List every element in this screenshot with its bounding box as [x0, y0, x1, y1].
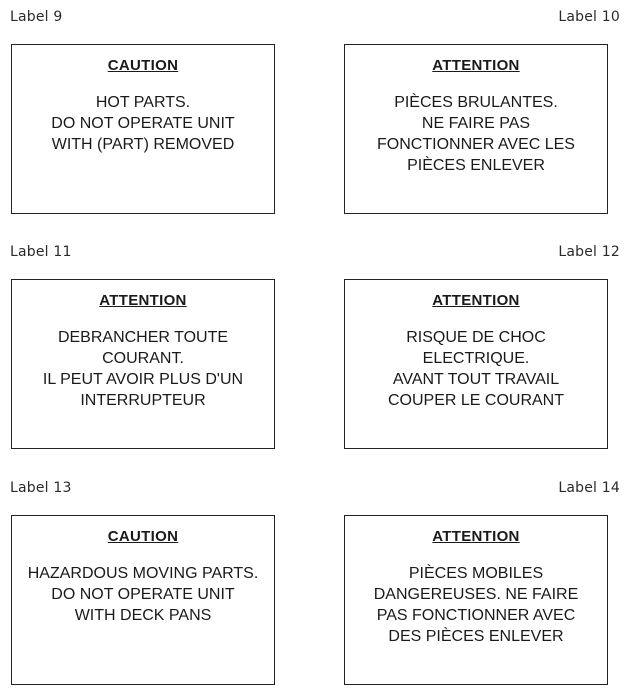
label-14-text: [345, 563, 607, 647]
label-13-heading: CAUTION: [107, 528, 179, 545]
label-10-line: FONCTIONNER AVEC LES: [377, 136, 575, 153]
label-12-line: ELECTRIQUE.: [422, 350, 530, 367]
label-10-panel: [344, 44, 608, 214]
label-11-text: [12, 327, 274, 411]
label-14-line: PAS FONCTIONNER AVEC: [376, 607, 576, 624]
label-13-line: WITH DECK PANS: [74, 607, 212, 624]
label-12-panel: [344, 279, 608, 449]
label-12-heading: ATTENTION: [432, 292, 520, 309]
label-11-line: COURANT.: [102, 350, 184, 367]
label-14-heading: ATTENTION: [432, 528, 520, 545]
label-13-panel: [11, 515, 275, 685]
label-11-panel: [11, 279, 275, 449]
label-9-text: [12, 92, 274, 155]
label-10-line: PIÈCES BRULANTES.: [394, 94, 558, 111]
label-14-panel: [344, 515, 608, 685]
label-14-line: DES PIÈCES ENLEVER: [388, 628, 564, 645]
label-9-heading: CAUTION: [107, 57, 179, 74]
label-14-line: PIÈCES MOBILES: [408, 565, 544, 582]
label-11-caption: Label 11: [10, 244, 72, 260]
label-11-heading: ATTENTION: [99, 292, 187, 309]
label-10-text: [345, 92, 607, 176]
label-9-line: WITH (PART) REMOVED: [51, 136, 235, 153]
label-13-caption: Label 13: [10, 480, 72, 496]
label-12-line: RISQUE DE CHOC: [406, 329, 546, 346]
label-11-line: IL PEUT AVOIR PLUS D'UN: [42, 371, 244, 388]
label-11-line: INTERRUPTEUR: [80, 392, 206, 409]
label-10-line: NE FAIRE PAS: [421, 115, 531, 132]
label-13-line: DO NOT OPERATE UNIT: [51, 586, 235, 603]
label-9-panel: [11, 44, 275, 214]
label-11-line: DEBRANCHER TOUTE: [57, 329, 229, 346]
label-12-line: AVANT TOUT TRAVAIL: [392, 371, 560, 388]
label-13-text: [12, 563, 274, 626]
label-9-line: HOT PARTS.: [95, 94, 191, 111]
label-10-caption: Label 10: [558, 9, 620, 25]
label-12-caption: Label 12: [558, 244, 620, 260]
label-14-caption: Label 14: [558, 480, 620, 496]
label-14-line: DANGEREUSES. NE FAIRE: [373, 586, 579, 603]
label-12-line: COUPER LE COURANT: [387, 392, 565, 409]
label-13-line: HAZARDOUS MOVING PARTS.: [27, 565, 259, 582]
label-10-heading: ATTENTION: [432, 57, 520, 74]
label-12-text: [345, 327, 607, 411]
label-9-line: DO NOT OPERATE UNIT: [51, 115, 235, 132]
label-10-line: PIÈCES ENLEVER: [407, 157, 545, 174]
label-9-caption: Label 9: [10, 9, 63, 25]
